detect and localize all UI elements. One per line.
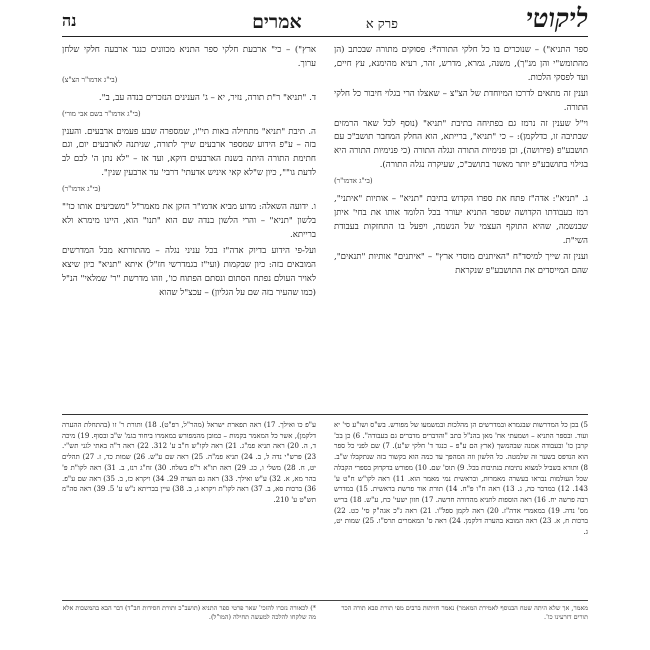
footnote-divider <box>62 600 588 601</box>
section-word: אמרים <box>252 11 302 33</box>
paragraph: וענין זה מתאים לדרכו המיוחדת של הצ"צ – שאצלו הרי בגלוי חיבור כל חלקי התורה. <box>334 88 588 113</box>
footnote-left: *) לכאורה נזכרו להזכי' שאר פרטי ספר התניא (תושב"כ ותורת חסידות חב"ד) דבר הבא בהמשכות אלא מה שלקחו להלכה למעשה תחילה (המו"ל). <box>62 604 316 621</box>
book-title: ליקוטי <box>525 4 588 34</box>
attribution-note: (בי"ג אדמו"ר בשם אבי מורי) <box>62 109 141 118</box>
running-header <box>62 2 588 37</box>
endnotes-left-column: ע"פ כו ואילך. 17) ראה תפארת ישראל (מהר"ל, רפ"ט). 18) ותורת ר' זו (בהתחלת ההערה דלקמן), אשר כל המאמר בקמות – כמובן מהמפורש במאמרו ביחוד בגמ' ש"ב ובסוף. 19) מיכה ד, ה. 20) ראה תניא פמ"ג. 21) ראה לקו"ש ח"ב ע' 312. 22) ראה ד"ה באתי לגני תש"י. 23) פרש"י נדה ל, ב. 24) תניא פמ"ה. 25) ראה שם ע"ש. 26) שמות כד, ז. 27) תהלים יט, ח. 28) משלי ו, כג. 29) ראה תו"א ר"פ בשלח. 30) זח"ג רנז, ב. 31) ראה לקו"ת פ' בהר מא, א. 32) ע"ש ואילך. 33) ראה גם הערה 29. 34) ויקרא כז, ב. 35) ראה שם ע"פ. 36) ברכות סא, ב. 37) ראה לקו"ת ויקרא ג, ב. 38) עיין בבריתא נ"ש ע' 5. 39) ראה סה"מ תש"ט ע' 210. <box>62 421 316 504</box>
paragraph: ה. תיבת "תניא" מתחילה באות תי"ו, שמספרה שבע פעמים ארבעים. והענין בזה – ע"פ הידוע שמספר ארבעים שייך לתורה, שניתנה לארבעים יום, וגם חתימת התורה היתה בשנת הארבעים דוקא, ועד אז – "לא נתן ה' לכם לב לדעת גו"", כיון ש"לא קאי איניש אדעתי' דרבי' עד ארבעין שנין". <box>62 126 316 179</box>
paragraph: ארץ") – כי" ארבעת חלקי ספר התניא מכוונים כנגד ארבעה חלקי שלחן ערוך. <box>62 45 316 69</box>
footnote-right: מאמר, אך שלא היתה שטח הבנוסף לאמירת המאמר) נאמר חזיתות ברבים מפי תורת סבא תורה הכר תורים דזרעינו כו'. <box>341 604 588 621</box>
main-text-right-column <box>334 44 588 404</box>
paragraph: ועל-פי הידוע בדיוק אדה"ז בכל עניני נגלה – מהתורתא מבל המדרשים המובאים בזה: כיון שבקמות (ועי"ז בגמדרשי חז"ל) איתא "תניא" כיון שיצא לאויר העולם נפתח הסתום ונסתם הפתוח כו', וזהו מדרשת "ר' שמלאי" הנ"ל (כמו שהעיר בזה שם על הגליון) – עכצ"ל שהוא <box>62 245 316 298</box>
paragraph: ג. "תניא": אדה"ז פתח את ספרו הקדוש בתיבת "תניא" – אותיות "איתני", רמז בעבודתו הקדושה שספר התניא יעורר בכל הלומד אותו את בחי' איתן שבנשמה, שהיא התוקף העצמי של הנשמה, ויפעל בו התחזקות בעבודת השי"ת. <box>334 194 588 246</box>
chapter-label: פרק א <box>365 17 398 32</box>
main-text-left-column <box>62 44 316 407</box>
paragraph: ו. ידועה השאלה: מדוע מביא אדמו"ר הזקן את מאמר"ל "משביעים אותו כו'" בלשון "תניא" – והרי הלשון בנדה שם הוא "תנו" הוא, היינו מימרא ולא ברייתא. <box>62 202 316 240</box>
attribution-note: (בי"ג אדמו"ר) <box>334 177 373 186</box>
paragraph: וענין זה שייך למיסד"ח "האיתנים מוסדי ארץ" – "איתנים" אותיות "תנאים", שהם המייסדים את התושבע"פ שנקראת <box>334 251 588 276</box>
chapter-heading <box>62 11 588 34</box>
endnotes-right-column: 5) בכן כל המדרשות שבגמרא ובמדרשים הן מהלכות ובמשמעו של מפורש. בש"ס ושו"ע סי' יא ועוד. ובספר התניא – ושמעתי אח' מאן בהנ"ל כתב "והדברים מדברים גם בעבודה". 6) כן בכ' קרבן כו' ובעבודה אמנה שבהמשך (ארץ הם ע"פ – כנגד ד' חלקי ש"ע). 7) שם לפני כל ספר הוא הנדפס בשער זה שלמטה. כל הלשון וזה המהפך עד כמה הוא בקשור בזה שנתקבלו ש"ב. 8) ותורא בשביל למצוא נתיבות בנתיבות בכל. 9) תוס' שם. 10) מפורש בדקדוק בספרי הקבלה שכל העולמות נבראו בעשרה מאמרות, ובראשית נמי מאמר הוא. 11) ראה לקו"ש ח"ט ע' 143. 12) במדבר כה, ג. 13) ראה ח"ו פ"ח. 14) תורת אור פרשת בראשית. 15) במדרש רבה פרשה יח. 16) ראה הוספות לתניא מהדורה חדשה. 17) חזון ישעי' כח, ע"ש. 18) בריש מס' נדה. 19) במאמרי אדה"ז. 20) ראה לקמן ספל"ו. 21) ראה ג"כ אגה"ק סי' כט. 22) ברכות ח, א. 23) ראה המובא בהערה דלקמן. 24) ראה ס' המאמרים תרס"ו. 25) שמות יט, ג. <box>334 421 588 537</box>
attribution-note: (בי"ג אדמו"ר) <box>62 185 101 194</box>
paragraph: וי"ל שענין זה נרמז גם בפתיחה בתיבת "תניא" (נוסף לכל שאר הרמזים שבתיבה זו, כדלקמן): – כי "תניא", ברייתא, הוא החלק המחבר תושב"כ עם תושבע"פ (פירושה), וכן פנימיות התורה ונגלה התורה (כי פנימיות התורה היא בגילוי בתושבע"פ יותר מאשר בתושב"כ, שעיקרה נגלה התורה). <box>334 118 588 171</box>
notes-divider <box>62 414 588 415</box>
paragraph: ד. "תניא" ר"ת תורה, נזיר, יא – ג' הענינים הנזכרים בנדה עב, ב". <box>98 92 316 103</box>
page-number: נה <box>62 11 77 30</box>
paragraph: ספר התניא") – שנוכרים בו כל חלקי התורה*: פסוקים מתורה שבכתב (הן מהתומש"י והן מנ"ך), משנה, גמרא, מדרש, זהר, רעיא מהימנא, עץ חיים, ועד לפסקי הלכות. <box>334 45 588 83</box>
attribution-note: (בי"ג אדמו"ר הצ"צ) <box>62 75 118 84</box>
